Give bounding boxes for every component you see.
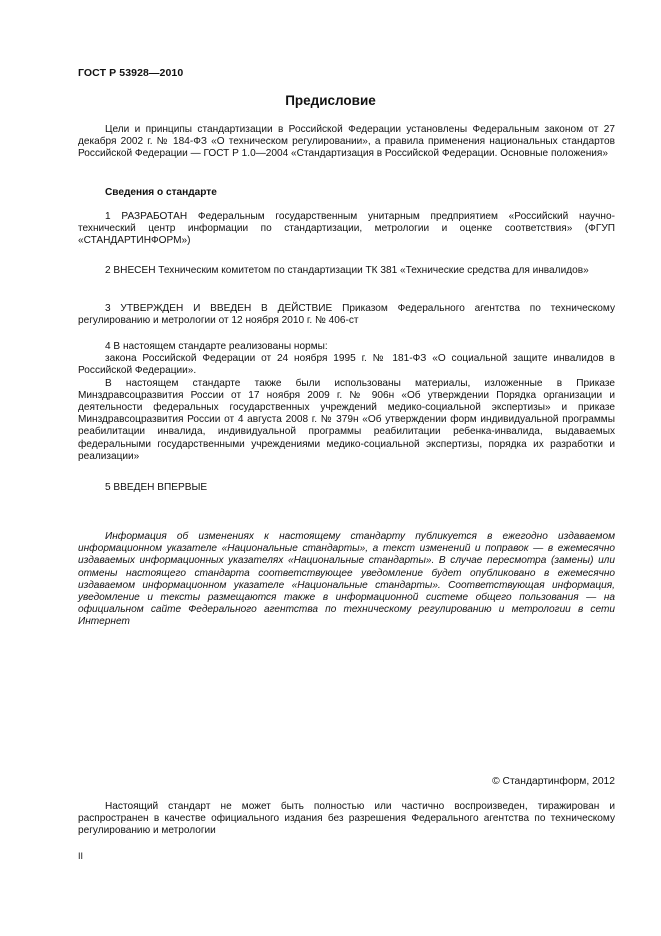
page-number: II [78, 851, 84, 861]
item-3-text: 3 УТВЕРЖДЕН И ВВЕДЕН В ДЕЙСТВИЕ Приказом Федерального агентства по техническому регулированию и метрологии от 12 ноября 2010 г. № 406-ст [78, 303, 615, 327]
standard-designation: ГОСТ Р 53928—2010 [78, 67, 184, 79]
item-first-time [78, 482, 615, 494]
item-developed [78, 211, 615, 248]
section-heading: Сведения о стандарте [105, 187, 217, 198]
page-title: Предисловие [285, 93, 376, 108]
item-norms [78, 341, 615, 463]
copyright-line: © Стандартинформ, 2012 [492, 776, 615, 787]
item-4-text-a: 4 В настоящем стандарте реализованы нормы: [105, 341, 328, 352]
reproduction-text: Настоящий стандарт не может быть полностью или частично воспроизведен, тиражирован и распространен в качестве официального издания без разрешения Федерального агентства по техническому регулированию и метрологии [78, 801, 615, 837]
item-introduced [78, 265, 615, 277]
item-4-text-c: В настоящем стандарте также были использованы материалы, изложенные в Приказе Минздравсоцразвития России от 17 ноября 2009 г. № 906н «Об утверждении Порядка организации и деятельности федеральных государственных учреждений медико-социальной экспертизы» и приказе Минздравсоцразвития России от 4 августа 2008 г. № 379н «Об утверждении форм индивидуальной программы реабилитации инвалида, индивидуальной программы реабилитации ребенка-инвалида, выдаваемых федеральными государственными учреждениями медико-социальной экспертизы, порядка их разработки и реализации» [78, 377, 615, 462]
info-heading-block [78, 187, 615, 199]
item-1-text: 1 РАЗРАБОТАН Федеральным государственным унитарным предприятием «Российский научно-технический центр информации по стандартизации, метрологии и оценке соответствия» (ФГУП «СТАНДАРТИНФОРМ») [78, 211, 615, 247]
intro-text: Цели и принципы стандартизации в Российской Федерации установлены Федеральным законом от 27 декабря 2002 г. № 184-ФЗ «О техническом регулировании», а правила применения национальных стандартов Российской Федерации — ГОСТ Р 1.0—2004 «Стандартизация в Российской Федерации. Основные положения» [78, 124, 615, 160]
item-5-text: 5 ВВЕДЕН ВПЕРВЫЕ [105, 482, 208, 493]
intro-paragraph [78, 124, 615, 161]
item-approved [78, 303, 615, 327]
item-4-text-b: закона Российской Федерации от 24 ноября 1995 г. № 181-ФЗ «О социальной защите инвалидов в Российской Федерации». [78, 353, 615, 377]
notice-text: Информация об изменениях к настоящему стандарту публикуется в ежегодно издаваемом информационном указателе «Национальные стандарты», а текст изменений и поправок — в ежемесячно издаваемых информационных указателях «Национальные стандарты». В случае пересмотра (замены) или отмены настоящего стандарта соответствующее уведомление будет опубликовано в ежемесячно издаваемом информационном указателе «Национальные стандарты». Соответствующая информация, уведомление и тексты размещаются также в информационной системе общего пользования — на официальном сайте Федерального агентства по техническому регулированию и метрологии в сети Интернет [78, 531, 615, 628]
notice-paragraph [78, 531, 615, 629]
reproduction-paragraph [78, 801, 615, 838]
item-2-text: 2 ВНЕСЕН Техническим комитетом по стандартизации ТК 381 «Технические средства для инвалидов» [105, 265, 589, 276]
